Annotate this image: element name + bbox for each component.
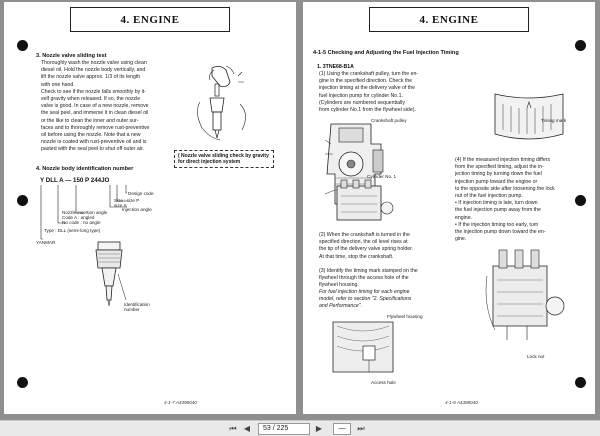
label-size: Size : size P size S [114,198,140,209]
figure-caption: ( Nozzle valve sliding check by gravity for direct injection system [174,150,274,168]
prev-page-icon[interactable]: ◀ [243,424,251,433]
section-heading-nozzle-sliding: 3. Nozzle valve sliding test [36,53,107,59]
label-design-code: Design code [128,191,154,196]
binder-hole [17,377,28,388]
page-header: 4. ENGINE [369,7,529,32]
injection-pump-figure [323,178,403,230]
binder-hole [575,377,586,388]
pump-lock-nut-figure [483,246,573,352]
section-heading-injection-timing: 4-1-5 Checking and Adjusting the Fuel Injection Timing [313,50,459,56]
label-lock-nut: Lock nut [527,354,545,359]
page-number-input[interactable]: 53 / 225 [258,423,310,435]
status-bar [0,420,600,436]
nozzle-code: Y DLL A — 150 P 244JO [40,177,110,184]
label-crankshaft-pulley: Crankshaft pulley [371,118,407,123]
right-page [303,2,595,414]
step-4: (4) If the measured injection timing differs from the specified timing, adjust the in- jection timing by turning down the fuel injection pump toward the engine or to the opposite side after loosening the lock nut of the fuel injection pump. • If injection timing is late, turn down the fuel injection pump away from the engine. • If the injection timing too early, turn the injection pump down toward the en- gine. [455,157,555,243]
left-page [4,2,296,414]
label-angle-code: Nozzle insertion angle Code A : angled No code : no angle [62,210,108,226]
step-2: (2) When the crankshaft is turned in the specified direction, the oil level rises at the tip of the delivery valve spring holder. At that time, stop the crankshaft. [319,232,414,260]
zoom-control[interactable]: — [333,423,351,435]
label-flywheel-housing: Flywheel housing [387,314,423,319]
first-page-icon[interactable]: ⏮ [229,424,237,433]
label-type: Type : DLL (semi-long type) [44,228,101,233]
last-page-icon[interactable]: ⏭ [357,424,365,433]
binder-hole [17,40,28,51]
nozzle-sliding-figure [182,62,262,152]
page-footer: 4-1-8 A4398040 [445,400,478,405]
label-cylinder-no1: Cylinder No. 1 [367,174,397,179]
label-access-hole: Access hole [371,380,396,385]
page-header: 4. ENGINE [70,7,230,32]
label-injection-angle: Injection angle [122,207,152,212]
next-page-icon[interactable]: ▶ [315,424,323,433]
label-maker: YANMAR [36,240,56,245]
step-3: (3) Identify the timing mark stamped on the flywheel through the access hole of the flywheel housing. [319,268,418,289]
step-1: (1) Using the crankshaft pulley, turn the en- gine in the specified direction. Check the injection timing at the delivery valve of the fuel injection pump for cylinder No.1. (Cylinders are numbered sequentially from cylinder No.1 from the flywheel side). [319,71,419,114]
section-heading-nozzle-id: 4. Nozzle body identification number [36,166,134,172]
label-identification-number: Identification number [124,302,150,313]
binder-hole [17,195,28,206]
binder-hole [575,40,586,51]
page-footer: 4-1-7 A4398040 [164,400,197,405]
label-timing-mark: Timing mark [541,118,567,123]
section-body-nozzle-sliding: Thoroughly wash the nozzle valve using clean diesel oil. Hold the nozzle body vertically, and lift the nozzle valve approx. 1/3 of its length with one hand. Check to see if the nozzle falls smoothly by it- self gravity when released. If so, the nozzle valve is good. In case of a new nozzle, remove the seal peel, and immerse it in clean diesel oil or the like to clean the inner and outer sur- faces and to thoroughly remove rust-preventive oil before using the nozzle. Note that a new nozzle is coated with rust-preventive oil and is pasted with the seal peel to shut off outer air. [41,60,150,153]
step-3-note: For fuel injection timing for each engine model, refer to section "2. Specifications and Performance". [319,289,412,310]
flywheel-figure [327,316,411,380]
sub-heading-model: 1. 3TNE68-B1A [317,64,354,70]
